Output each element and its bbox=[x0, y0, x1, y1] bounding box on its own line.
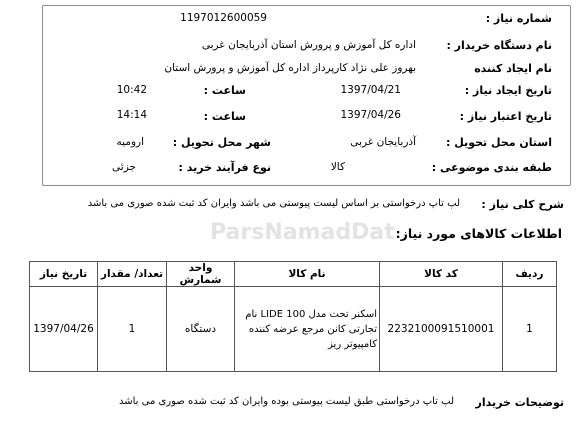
valid-date-label: تاریخ اعتبار نیاز : bbox=[459, 110, 552, 123]
buyer-notes-label: توضیحات خریدار bbox=[475, 396, 564, 409]
create-time-label: ساعت : bbox=[203, 84, 246, 97]
category-label: طبقه بندی موضوعی : bbox=[431, 161, 552, 174]
cell-name-text: اسکنر تحت مدل LIDE 100 نام تجارتی کانن مرجع عرضه کننده کامپیوتر ریز bbox=[245, 308, 377, 350]
delivery-city-label: شهر محل تحویل : bbox=[172, 136, 271, 149]
process-label: نوع فرآیند خرید : bbox=[178, 161, 271, 174]
table-header-row bbox=[30, 262, 557, 287]
need-number-value: 1197012600059 bbox=[180, 12, 267, 24]
cell-row: 1 bbox=[503, 287, 557, 372]
items-section-title: اطلاعات کالاهای مورد نیاز: bbox=[395, 226, 562, 241]
delivery-province-value: آذربایجان غربی bbox=[350, 136, 416, 148]
buyer-value: اداره کل آموزش و پرورش استان آذربایجان غربی bbox=[201, 39, 416, 51]
col-code: کد کالا bbox=[380, 262, 503, 287]
category-value: کالا bbox=[330, 161, 345, 173]
delivery-city-value: ارومیه bbox=[116, 136, 144, 148]
create-date-label: تاریخ ایجاد نیاز : bbox=[464, 84, 552, 97]
col-qty: تعداد/ مقدار bbox=[98, 262, 167, 287]
watermark: ParsNamadDat bbox=[210, 220, 395, 245]
col-date: تاریخ نیاز bbox=[30, 262, 98, 287]
cell-unit: دستگاه bbox=[167, 287, 235, 372]
col-unit: واحد شمارش bbox=[167, 262, 235, 287]
buyer-notes-value: لپ تاپ درخواستی طبق لیست پیوستی بوده وایران کد ثبت شده صوری می باشد bbox=[118, 396, 454, 407]
create-time-value: 10:42 bbox=[116, 84, 147, 96]
buyer-label: نام دستگاه خریدار : bbox=[446, 39, 552, 52]
create-date-value: 1397/04/21 bbox=[340, 84, 401, 96]
items-table bbox=[29, 261, 557, 372]
col-name: نام کالا bbox=[235, 262, 380, 287]
cell-qty: 1 bbox=[98, 287, 167, 372]
valid-time-value: 14:14 bbox=[116, 109, 147, 121]
process-value: جزئی bbox=[112, 161, 136, 173]
table-row bbox=[30, 287, 557, 372]
delivery-province-label: استان محل تحویل : bbox=[446, 136, 552, 149]
valid-time-label: ساعت : bbox=[203, 110, 246, 123]
summary-label: شرح کلی نیاز : bbox=[481, 198, 564, 211]
creator-value: بهروز علی نژاد کارپرداز اداره کل آموزش و پرورش استان bbox=[164, 62, 416, 74]
cell-name bbox=[235, 287, 380, 372]
cell-date: 1397/04/26 bbox=[30, 287, 98, 372]
col-row: ردیف bbox=[503, 262, 557, 287]
need-number-label: شماره نیاز : bbox=[485, 12, 552, 25]
summary-value: لپ تاپ درخواستی بر اساس لیست پیوستی می باشد وایران کد ثبت شده صوری می باشد bbox=[87, 198, 460, 209]
creator-label: نام ایجاد کننده bbox=[474, 62, 552, 75]
cell-code: 2232100091510001 bbox=[380, 287, 503, 372]
valid-date-value: 1397/04/26 bbox=[340, 109, 401, 121]
